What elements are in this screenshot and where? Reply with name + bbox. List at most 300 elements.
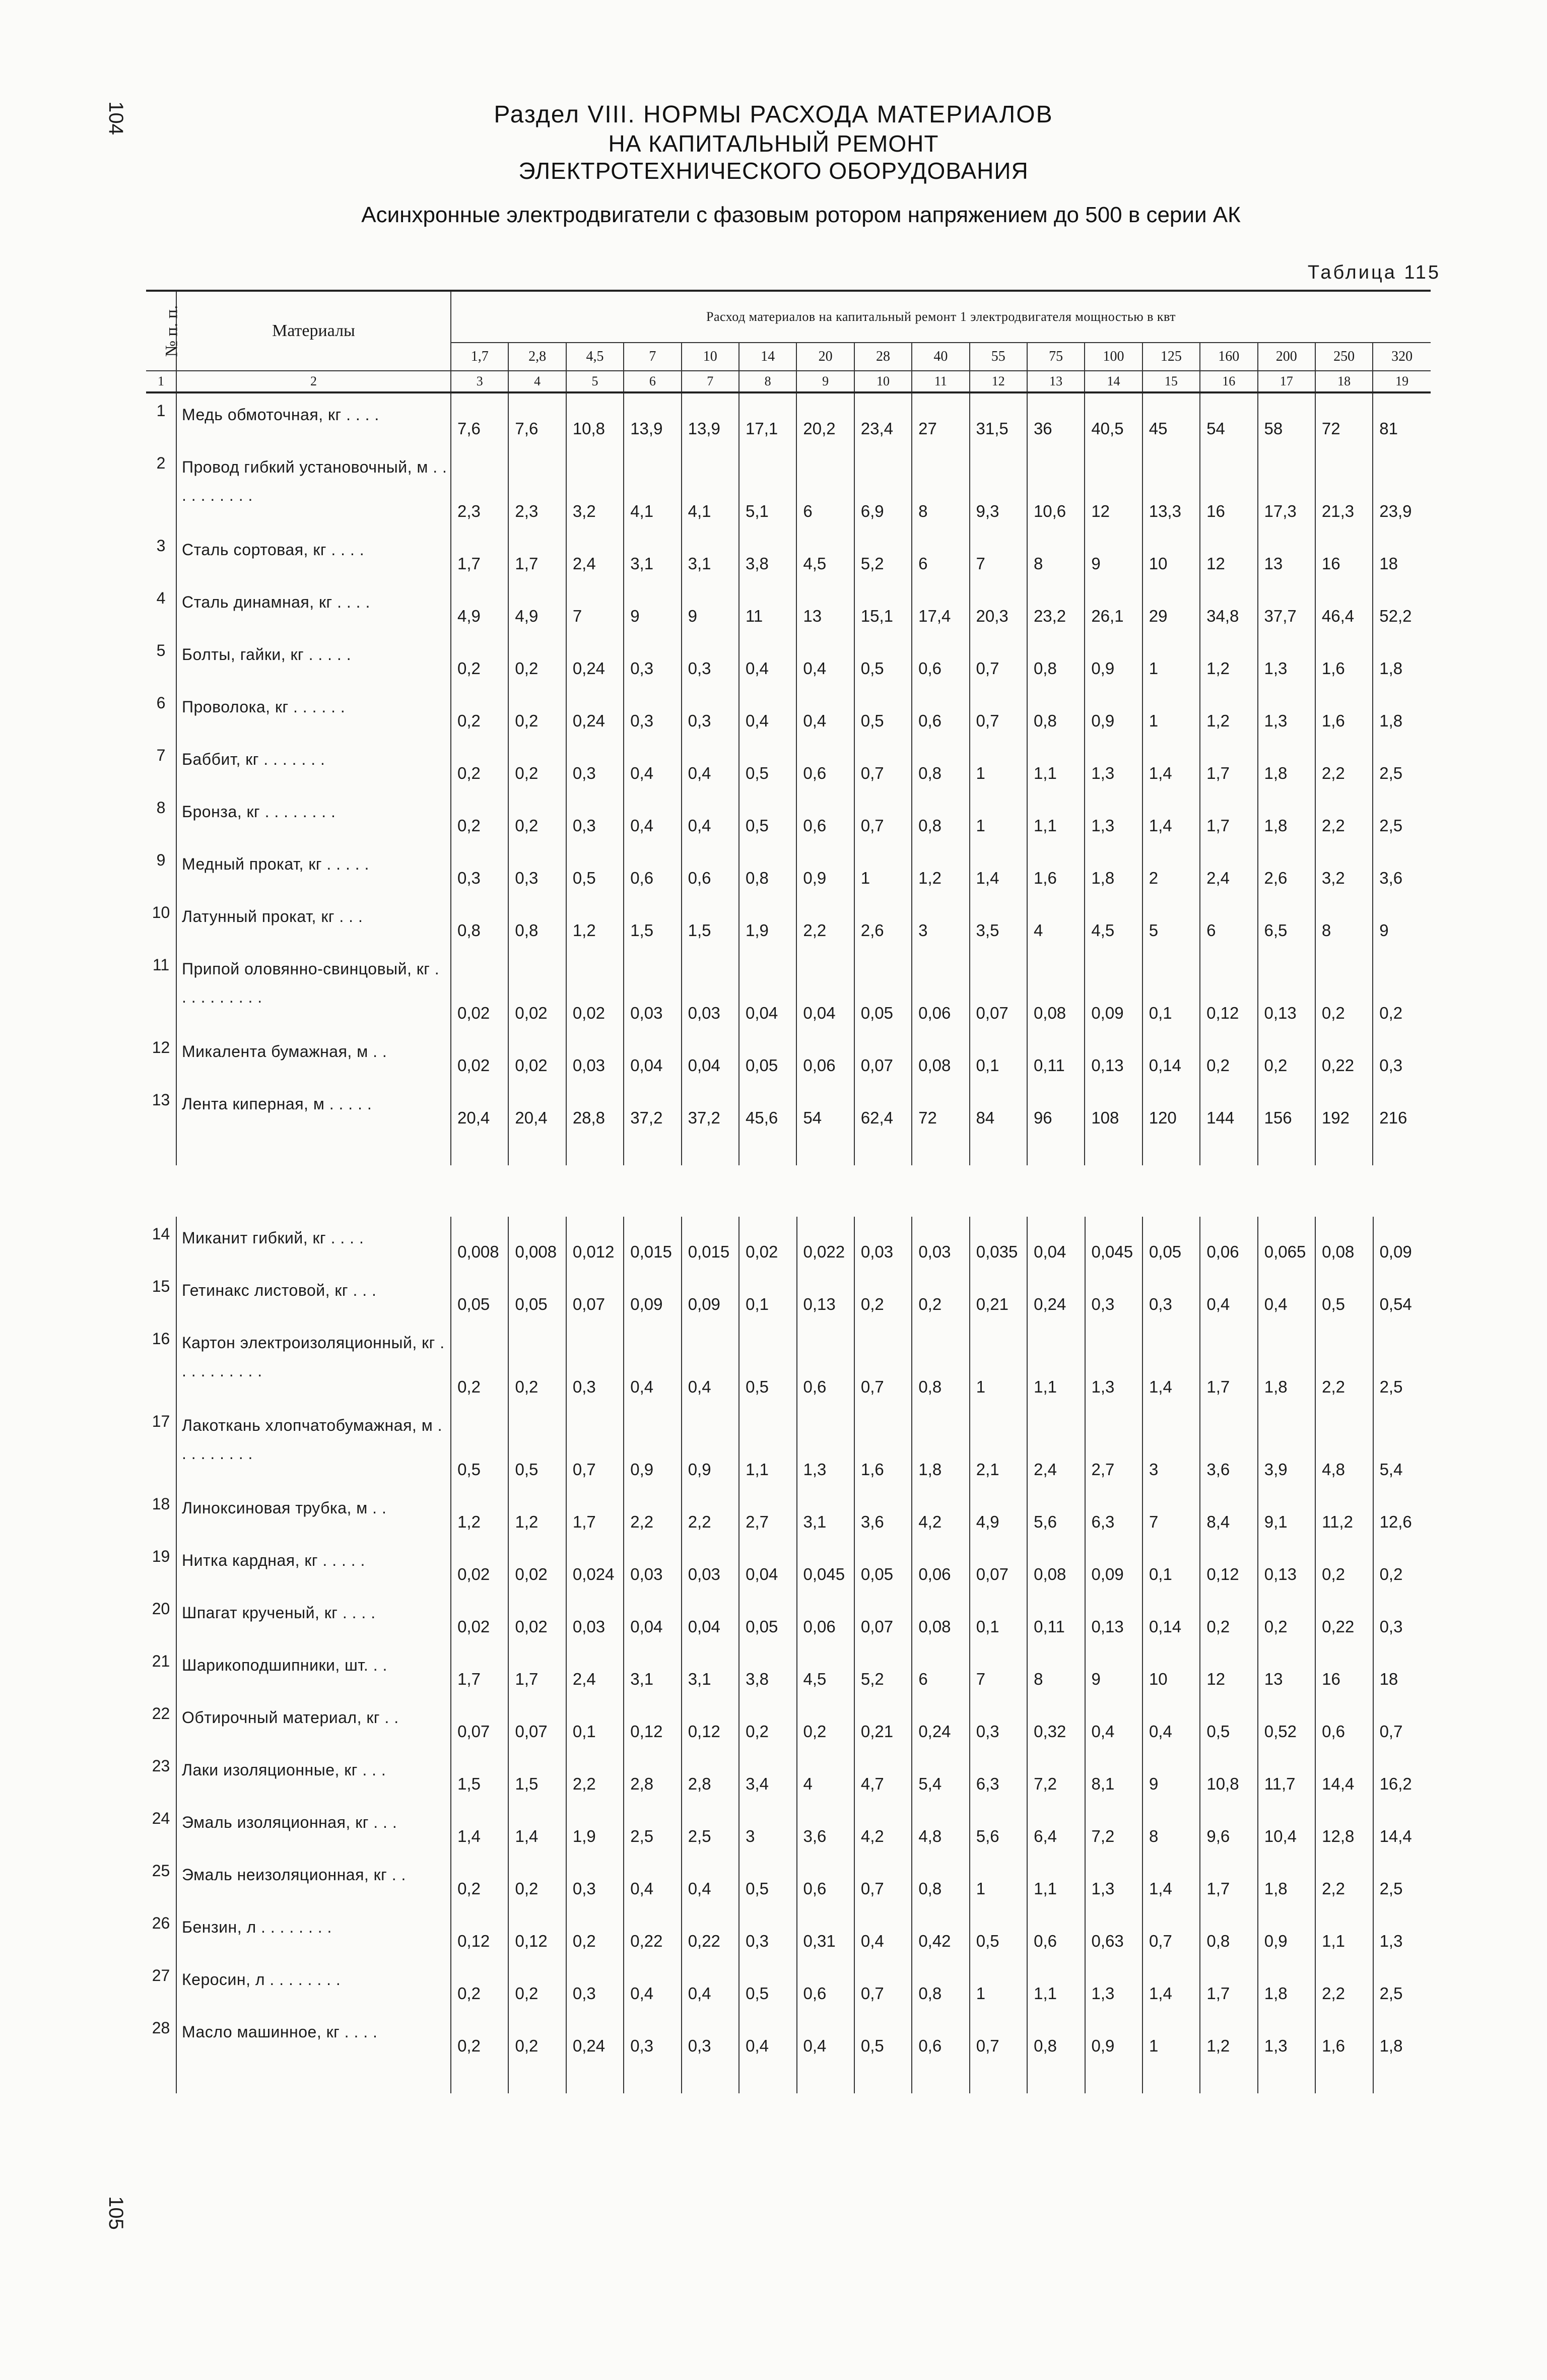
value-cell: 0,3	[451, 843, 508, 895]
material-name: Бронза, кг . . . . . . . .	[176, 790, 451, 843]
column-number: 19	[1373, 371, 1431, 392]
value-cell: 0,08	[912, 1030, 969, 1083]
power-header: 100	[1085, 343, 1142, 371]
value-cell: 6	[912, 1644, 969, 1696]
value-cell: 0,24	[1027, 1269, 1085, 1321]
value-cell: 0,22	[624, 1906, 681, 1958]
value-cell: 20,4	[451, 1083, 508, 1135]
value-cell: 0,3	[1379, 1056, 1403, 1075]
table-row	[146, 1749, 1431, 1801]
value-cell: 2,1	[970, 1404, 1027, 1487]
value-cell: 0,07	[508, 1696, 566, 1749]
value-cell: 21,3	[1315, 446, 1373, 528]
value-cell: 3,1	[682, 1644, 739, 1696]
value-cell: 7	[970, 528, 1027, 581]
material-name: Лента киперная, м . . . . .	[176, 1083, 451, 1135]
value-cell: 8	[1142, 1801, 1200, 1854]
material-name: Латунный прокат, кг . . .	[176, 895, 451, 948]
value-cell: 4,7	[854, 1749, 912, 1801]
value-cell: 0,04	[682, 1030, 739, 1083]
value-cell: 0,008	[451, 1217, 508, 1269]
value-cell: 0,4	[682, 1321, 739, 1404]
value-cell: 0,08	[1027, 948, 1085, 1030]
value-cell: 1,2	[451, 1487, 508, 1539]
value-cell: 0,8	[1027, 633, 1085, 686]
value-cell: 10,8	[566, 392, 624, 446]
value-cell: 0,3	[682, 2011, 739, 2063]
row-number: 13	[146, 1083, 176, 1135]
value-cell: 0,5	[1315, 1269, 1373, 1321]
value-cell: 2,4	[1200, 843, 1257, 895]
power-header: 4,5	[566, 343, 624, 371]
value-cell: 0,06	[912, 1539, 969, 1592]
value-cell: 5	[1142, 895, 1200, 948]
value-cell: 144	[1200, 1083, 1257, 1135]
column-number: 3	[451, 371, 508, 392]
value-cell: 0,008	[508, 1217, 566, 1269]
table-row	[146, 1269, 1431, 1321]
value-cell: 1,7	[1200, 790, 1257, 843]
value-cell: 84	[970, 1083, 1027, 1135]
value-cell: 192	[1315, 1083, 1373, 1135]
value-cell: 1,1	[1027, 1854, 1085, 1906]
value-cell: 0,4	[1085, 1696, 1142, 1749]
value-cell: 0,012	[566, 1217, 624, 1269]
value-cell: 0,6	[796, 738, 854, 790]
value-cell: 0,05	[854, 948, 912, 1030]
material-name: Припой оловянно-свинцовый, кг . . . . . . . . . .	[176, 948, 451, 1030]
value-cell: 1,8	[1379, 659, 1403, 678]
value-cell: 6	[912, 528, 969, 581]
value-cell: 0,08	[1027, 1539, 1085, 1592]
value-cell: 0,7	[1379, 1722, 1403, 1741]
value-cell: 0,06	[797, 1592, 854, 1644]
value-cell: 0,31	[797, 1906, 854, 1958]
value-cell: 0,6	[912, 633, 969, 686]
value-cell: 1,7	[1200, 738, 1257, 790]
value-cell: 0,5	[854, 633, 912, 686]
value-cell: 0,5	[854, 686, 912, 738]
value-cell: 54	[1200, 392, 1257, 446]
column-number: 13	[1027, 371, 1085, 392]
power-header: 14	[739, 343, 796, 371]
value-cell: 0,2	[508, 1958, 566, 2011]
value-cell: 0,4	[682, 1854, 739, 1906]
value-cell: 37,2	[682, 1083, 739, 1135]
value-cell: 0,13	[1085, 1592, 1142, 1644]
value-cell: 1,8	[1258, 1854, 1315, 1906]
value-cell: 0,09	[1085, 1539, 1142, 1592]
value-cell: 0,05	[739, 1030, 796, 1083]
value-cell: 0,2	[508, 790, 566, 843]
value-cell: 17,1	[739, 392, 796, 446]
value-cell: 0,24	[566, 633, 624, 686]
value-cell: 0,3	[1142, 1269, 1200, 1321]
row-number: 9	[146, 843, 176, 895]
value-cell: 26,1	[1085, 581, 1142, 633]
value-cell: 0,7	[970, 633, 1027, 686]
value-cell: 0,63	[1085, 1906, 1142, 1958]
value-cell: 0,1	[566, 1696, 624, 1749]
value-cell: 1,8	[1258, 738, 1315, 790]
power-header: 160	[1200, 343, 1257, 371]
value-cell: 1,5	[451, 1749, 508, 1801]
value-cell: 0,6	[796, 790, 854, 843]
value-cell: 6,3	[1085, 1487, 1142, 1539]
value-cell: 3,6	[1200, 1404, 1257, 1487]
value-cell: 156	[1258, 1083, 1315, 1135]
value-cell: 0,2	[451, 2011, 508, 2063]
power-header: 20	[796, 343, 854, 371]
value-cell: 23,4	[854, 392, 912, 446]
value-cell: 0,3	[566, 790, 624, 843]
value-cell: 7	[566, 581, 624, 633]
table-row	[146, 948, 1431, 1030]
value-cell: 1,8	[1379, 2036, 1403, 2055]
value-cell: 0,022	[797, 1217, 854, 1269]
value-cell: 29	[1142, 581, 1200, 633]
value-cell: 0,2	[451, 1958, 508, 2011]
value-cell: 0,32	[1027, 1696, 1085, 1749]
value-cell: 4,5	[797, 1644, 854, 1696]
value-cell: 0,07	[970, 948, 1027, 1030]
value-cell: 0,02	[508, 1030, 566, 1083]
material-name: Масло машинное, кг . . . .	[176, 2011, 451, 2063]
column-number: 18	[1315, 371, 1373, 392]
row-number: 4	[146, 581, 176, 633]
table-spacer	[146, 2063, 1431, 2093]
value-cell: 0,03	[624, 948, 681, 1030]
value-cell: 2,2	[1315, 790, 1373, 843]
value-cell: 0,4	[1142, 1696, 1200, 1749]
power-header: 250	[1315, 343, 1373, 371]
table-spacer	[146, 1135, 1431, 1165]
value-cell: 6,5	[1258, 895, 1315, 948]
value-cell: 0,9	[1085, 2011, 1142, 2063]
row-number: 23	[146, 1749, 176, 1801]
value-cell: 1,2	[508, 1487, 566, 1539]
value-cell: 10	[1142, 1644, 1200, 1696]
value-cell: 9	[682, 581, 739, 633]
value-cell: 0,8	[912, 1958, 969, 2011]
value-cell: 0,8	[912, 738, 969, 790]
value-cell: 0,24	[912, 1696, 969, 1749]
column-number: 12	[970, 371, 1027, 392]
value-cell: 3,9	[1258, 1404, 1315, 1487]
value-cell: 0,6	[624, 843, 681, 895]
value-cell: 0,2	[1200, 1592, 1257, 1644]
value-cell: 72	[912, 1083, 969, 1135]
value-cell: 0,3	[566, 1958, 624, 2011]
value-cell: 0,4	[624, 1854, 681, 1906]
value-cell: 0,1	[970, 1592, 1027, 1644]
table-row	[146, 1854, 1431, 1906]
table-row	[146, 1696, 1431, 1749]
value-cell: 1,4	[1142, 790, 1200, 843]
value-cell: 2,7	[1085, 1404, 1142, 1487]
value-cell: 0,5	[739, 1958, 796, 2011]
value-cell: 0,04	[1027, 1217, 1085, 1269]
column-number: 11	[912, 371, 969, 392]
value-cell: 0,22	[1315, 1030, 1373, 1083]
value-cell: 0,2	[451, 1854, 508, 1906]
column-number: 8	[739, 371, 796, 392]
row-number: 27	[146, 1958, 176, 2011]
value-cell: 0,6	[797, 1958, 854, 2011]
value-cell: 0,07	[854, 1592, 912, 1644]
value-cell: 36	[1027, 392, 1085, 446]
value-cell: 0,4	[682, 738, 739, 790]
value-cell: 1,6	[1315, 633, 1373, 686]
value-cell: 9,3	[970, 446, 1027, 528]
value-cell: 0,03	[682, 948, 739, 1030]
value-cell: 0,3	[682, 633, 739, 686]
col-header-num: № п. п.	[146, 291, 176, 371]
value-cell: 7,6	[451, 392, 508, 446]
value-cell: 0,4	[796, 633, 854, 686]
section-title-line-1: Раздел VIII. НОРМЫ РАСХОДА МАТЕРИАЛОВ	[494, 101, 1053, 128]
value-cell: 7	[970, 1644, 1027, 1696]
value-cell: 1,4	[1142, 1958, 1200, 2011]
value-cell: 1,7	[566, 1487, 624, 1539]
value-cell: 18	[1379, 1670, 1398, 1688]
value-cell: 0,14	[1142, 1592, 1200, 1644]
value-cell: 2,8	[624, 1749, 681, 1801]
table-row	[146, 1217, 1431, 1269]
value-cell: 1,3	[1085, 738, 1142, 790]
value-cell: 0,6	[912, 2011, 969, 2063]
section-title-line-3: ЭЛЕКТРОТЕХНИЧЕСКОГО ОБОРУДОВАНИЯ	[518, 158, 1029, 184]
value-cell: 3,6	[1379, 869, 1403, 887]
value-cell: 0,5	[739, 1321, 796, 1404]
value-cell: 10,4	[1258, 1801, 1315, 1854]
value-cell: 0,5	[451, 1404, 508, 1487]
value-cell: 1,6	[854, 1404, 912, 1487]
value-cell: 0,12	[624, 1696, 681, 1749]
col-header-group: Расход материалов на капитальный ремонт 1 электродвигателя мощностью в квт	[451, 291, 1431, 343]
table-row	[146, 446, 1431, 528]
value-cell: 16,2	[1379, 1774, 1412, 1793]
value-cell: 0,4	[624, 738, 681, 790]
column-number: 4	[508, 371, 566, 392]
power-header: 320	[1391, 349, 1413, 364]
value-cell: 0,4	[682, 1958, 739, 2011]
value-cell: 13	[1258, 1644, 1315, 1696]
value-cell: 1,4	[970, 843, 1027, 895]
row-number: 19	[146, 1539, 176, 1592]
value-cell: 4,9	[970, 1487, 1027, 1539]
value-cell: 0,52	[1258, 1696, 1315, 1749]
value-cell: 1,4	[1142, 1321, 1200, 1404]
value-cell: 1,1	[739, 1404, 796, 1487]
value-cell: 9,6	[1200, 1801, 1257, 1854]
value-cell: 0,2	[508, 1854, 566, 1906]
row-number: 17	[146, 1404, 176, 1487]
value-cell: 0,5	[508, 1404, 566, 1487]
value-cell: 8,1	[1085, 1749, 1142, 1801]
material-name: Провод гибкий установочный, м . . . . . . . . . .	[176, 446, 451, 528]
row-number: 12	[146, 1030, 176, 1083]
value-cell: 0,09	[1085, 948, 1142, 1030]
value-cell: 2	[1142, 843, 1200, 895]
value-cell: 4,5	[1085, 895, 1142, 948]
value-cell: 1,7	[451, 528, 508, 581]
value-cell: 11,7	[1258, 1749, 1315, 1801]
value-cell: 0,03	[682, 1539, 739, 1592]
value-cell: 12	[1085, 446, 1142, 528]
value-cell: 4,2	[912, 1487, 969, 1539]
value-cell: 0,8	[1200, 1906, 1257, 1958]
value-cell: 11,2	[1315, 1487, 1373, 1539]
value-cell: 0,2	[508, 2011, 566, 2063]
value-cell: 0,7	[1142, 1906, 1200, 1958]
power-header: 2,8	[508, 343, 566, 371]
value-cell: 0,045	[1085, 1217, 1142, 1269]
value-cell: 18	[1379, 554, 1398, 573]
value-cell: 0,13	[1258, 1539, 1315, 1592]
value-cell: 0,13	[1085, 1030, 1142, 1083]
value-cell: 6	[1200, 895, 1257, 948]
materials-table-top	[146, 290, 1431, 1165]
value-cell: 62,4	[854, 1083, 912, 1135]
value-cell: 2,5	[1379, 1879, 1403, 1898]
value-cell: 0,4	[739, 2011, 796, 2063]
value-cell: 20,4	[508, 1083, 566, 1135]
value-cell: 0,4	[1200, 1269, 1257, 1321]
value-cell: 0,09	[1379, 1242, 1412, 1261]
value-cell: 1	[854, 843, 912, 895]
column-number: 15	[1142, 371, 1200, 392]
value-cell: 0,2	[508, 738, 566, 790]
value-cell: 0,14	[1142, 1030, 1200, 1083]
value-cell: 0,7	[854, 738, 912, 790]
value-cell: 2,2	[796, 895, 854, 948]
value-cell: 3	[739, 1801, 796, 1854]
table-row	[146, 581, 1431, 633]
value-cell: 0,09	[624, 1269, 681, 1321]
value-cell: 3,1	[624, 1644, 681, 1696]
value-cell: 1	[970, 1854, 1027, 1906]
material-name: Проволока, кг . . . . . .	[176, 686, 451, 738]
value-cell: 5,2	[854, 1644, 912, 1696]
value-cell: 4,9	[508, 581, 566, 633]
material-name: Лакоткань хлопчатобумажная, м . . . . . . . . .	[176, 1404, 451, 1487]
value-cell: 4,1	[682, 446, 739, 528]
value-cell: 0,02	[566, 948, 624, 1030]
value-cell: 0,3	[566, 1854, 624, 1906]
value-cell: 0,3	[624, 686, 681, 738]
value-cell: 5,6	[970, 1801, 1027, 1854]
material-name: Микалента бумажная, м . .	[176, 1030, 451, 1083]
value-cell: 0,8	[739, 843, 796, 895]
value-cell: 81	[1379, 419, 1398, 438]
value-cell: 0,5	[739, 790, 796, 843]
value-cell: 14,4	[1379, 1827, 1412, 1845]
value-cell: 0,1	[1142, 1539, 1200, 1592]
value-cell: 0,3	[682, 686, 739, 738]
value-cell: 1,1	[1027, 790, 1085, 843]
value-cell: 0,06	[912, 948, 969, 1030]
value-cell: 1,6	[1027, 843, 1085, 895]
material-name: Эмаль изоляционная, кг . . .	[176, 1801, 451, 1854]
value-cell: 1,2	[1200, 2011, 1257, 2063]
value-cell: 0,2	[566, 1906, 624, 1958]
row-number: 8	[146, 790, 176, 843]
value-cell: 0,06	[1200, 1217, 1257, 1269]
value-cell: 1,9	[566, 1801, 624, 1854]
value-cell: 0,07	[970, 1539, 1027, 1592]
power-header: 1,7	[451, 343, 508, 371]
value-cell: 4,9	[451, 581, 508, 633]
value-cell: 9	[1379, 921, 1389, 940]
value-cell: 0,05	[508, 1269, 566, 1321]
value-cell: 16	[1200, 446, 1257, 528]
value-cell: 1,3	[1379, 1932, 1403, 1950]
value-cell: 1,7	[508, 1644, 566, 1696]
value-cell: 0,3	[508, 843, 566, 895]
value-cell: 3,1	[624, 528, 681, 581]
value-cell: 1,3	[1258, 2011, 1315, 2063]
value-cell: 12	[1200, 1644, 1257, 1696]
value-cell: 2,3	[508, 446, 566, 528]
table-row	[146, 1487, 1431, 1539]
column-number: 16	[1200, 371, 1257, 392]
value-cell: 0,6	[797, 1321, 854, 1404]
value-cell: 0,02	[451, 1592, 508, 1644]
value-cell: 0,6	[1315, 1696, 1373, 1749]
value-cell: 4,5	[796, 528, 854, 581]
value-cell: 1,4	[1142, 738, 1200, 790]
value-cell: 0,6	[682, 843, 739, 895]
value-cell: 5,1	[739, 446, 796, 528]
row-number: 26	[146, 1906, 176, 1958]
value-cell: 0,2	[508, 633, 566, 686]
value-cell: 1	[1142, 2011, 1200, 2063]
table-row	[146, 1592, 1431, 1644]
value-cell: 3,8	[739, 1644, 796, 1696]
table-row	[146, 1539, 1431, 1592]
value-cell: 7,2	[1085, 1801, 1142, 1854]
value-cell: 2,8	[682, 1749, 739, 1801]
value-cell: 0,8	[912, 1321, 969, 1404]
row-number: 10	[146, 895, 176, 948]
value-cell: 1,8	[912, 1404, 969, 1487]
value-cell: 3,5	[970, 895, 1027, 948]
value-cell: 0,045	[797, 1539, 854, 1592]
value-cell: 1,5	[624, 895, 681, 948]
row-number: 25	[146, 1854, 176, 1906]
value-cell: 0,8	[451, 895, 508, 948]
table-row	[146, 1083, 1431, 1135]
value-cell: 28,8	[566, 1083, 624, 1135]
value-cell: 0,12	[508, 1906, 566, 1958]
value-cell: 9,1	[1258, 1487, 1315, 1539]
value-cell: 0,5	[970, 1906, 1027, 1958]
value-cell: 1,7	[508, 528, 566, 581]
value-cell: 0,07	[854, 1030, 912, 1083]
value-cell: 0,3	[624, 2011, 681, 2063]
value-cell: 16	[1315, 1644, 1373, 1696]
value-cell: 0,2	[451, 633, 508, 686]
value-cell: 0,04	[739, 1539, 796, 1592]
value-cell: 1,4	[508, 1801, 566, 1854]
row-number: 28	[146, 2011, 176, 2063]
value-cell: 23,2	[1027, 581, 1085, 633]
material-name: Шпагат крученый, кг . . . .	[176, 1592, 451, 1644]
table-row	[146, 1404, 1431, 1487]
table-row	[146, 1030, 1431, 1083]
table-row	[146, 1958, 1431, 2011]
